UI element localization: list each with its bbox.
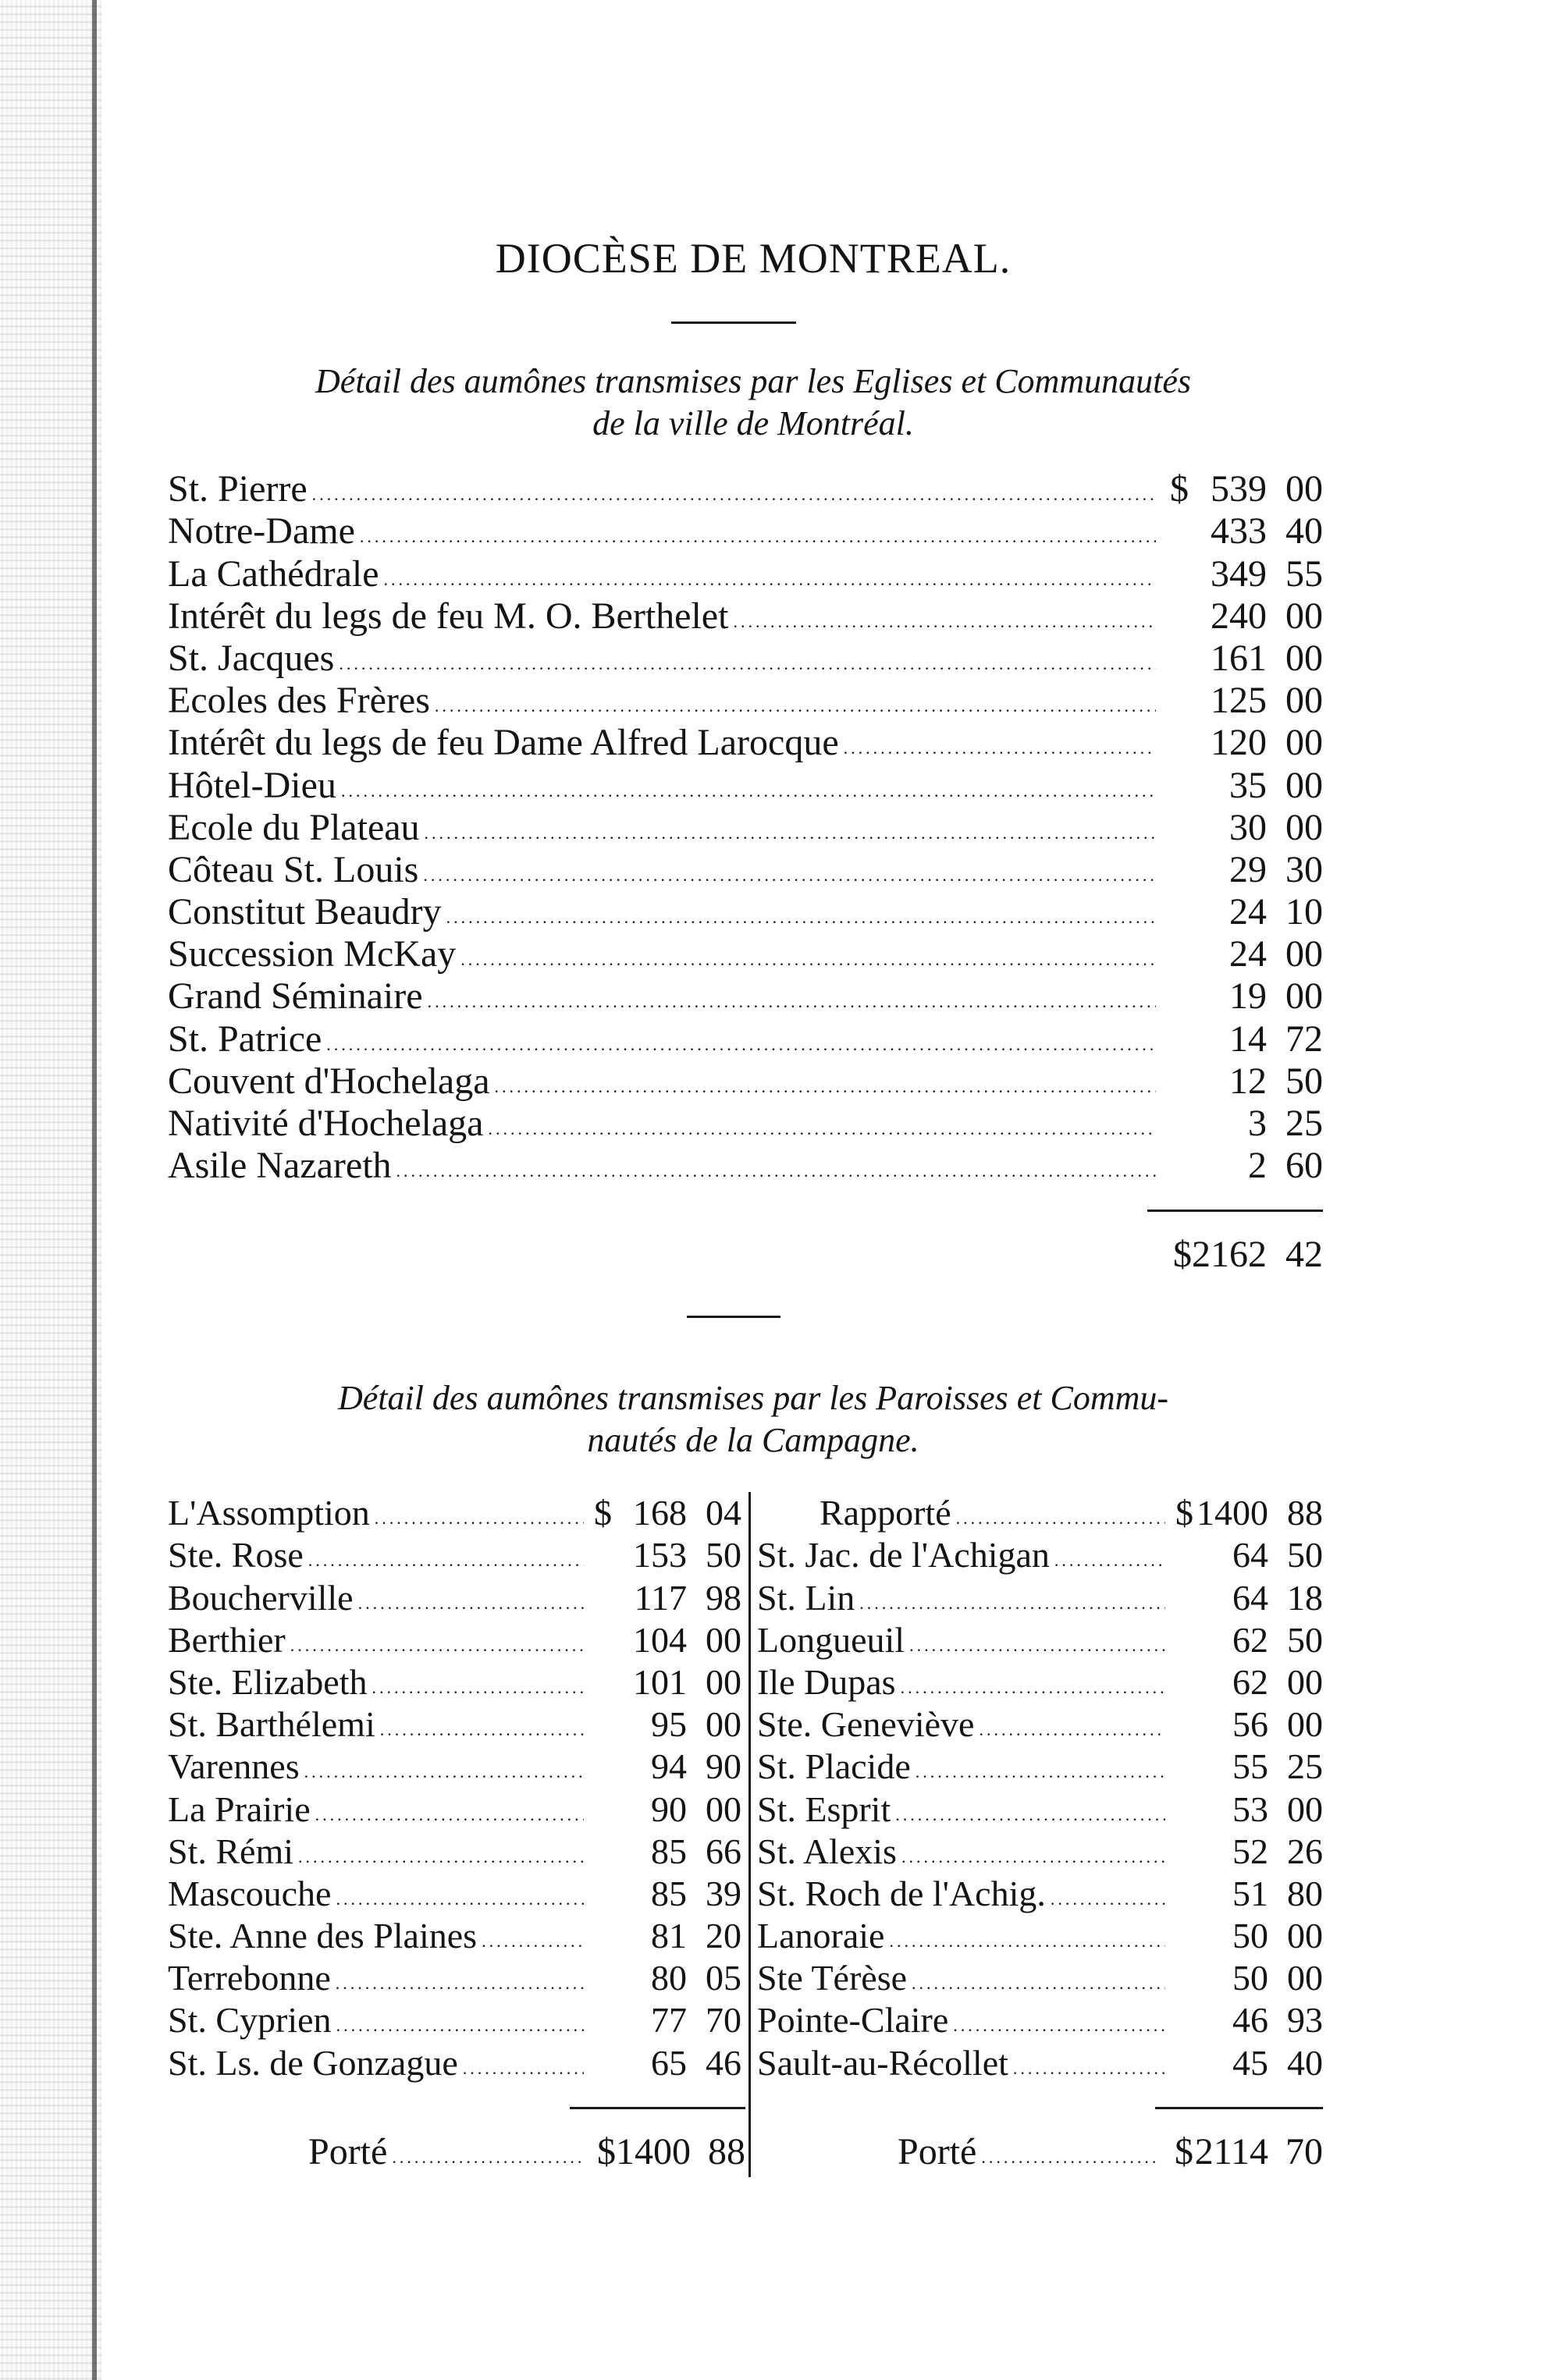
section-divider-rule (687, 1316, 780, 1318)
entry-name: St. Pierre (168, 468, 308, 510)
amount-dollars: 125 (1211, 680, 1267, 722)
entry-name: St. Jacques (168, 637, 335, 679)
amount-cents: 93 (1287, 2000, 1323, 2041)
entry-name: Ste. Rose (168, 1535, 304, 1575)
amount-dollars: 95 (651, 1704, 687, 1745)
dot-leader (1054, 1553, 1165, 1568)
list-item (168, 552, 1323, 595)
left-porte-leader (392, 2150, 583, 2165)
amount-cents: 00 (1285, 595, 1323, 637)
entry-name: St. Barthélemi (168, 1704, 375, 1745)
amount-dollars: 64 (1232, 1535, 1268, 1575)
amount-dollars: 104 (633, 1619, 687, 1660)
amount-dollars: 80 (651, 1958, 687, 1998)
left-porte-label: Porté (308, 2131, 388, 2172)
list-item (757, 1915, 1323, 1957)
amount-cents: 05 (706, 1958, 741, 1998)
amount-dollars: 153 (633, 1535, 687, 1575)
list-item (168, 1145, 1323, 1187)
dot-leader (423, 868, 1156, 883)
dot-leader (315, 1807, 584, 1823)
list-item (168, 1703, 741, 1746)
dot-leader (901, 1680, 1165, 1696)
section1-total-rule (1147, 1210, 1323, 1212)
document-page (168, 0, 1339, 2380)
list-item (168, 1746, 741, 1788)
entry-name: St. Placide (757, 1746, 911, 1787)
amount-cents: 00 (706, 1661, 741, 1702)
amount-cents: 26 (1287, 1831, 1323, 1871)
country-alms-table (168, 1492, 1323, 2194)
entry-name: Lanoraie (757, 1916, 885, 1956)
list-item (757, 1999, 1323, 2041)
entry-name: Succession McKay (168, 933, 457, 975)
entry-name: Longueuil (757, 1619, 905, 1660)
list-item (168, 1831, 741, 1873)
amount-cents: 80 (1287, 1873, 1323, 1913)
city-alms-list (168, 468, 1323, 1187)
entry-name: Ste. Anne des Plaines (168, 1916, 478, 1956)
amount-dollars: 30 (1229, 806, 1267, 848)
section1-caption-line1: Détail des aumônes transmises par les Eglises et Communautés (315, 362, 1191, 400)
list-item (168, 1999, 741, 2041)
dot-leader (1051, 1892, 1165, 1907)
dot-leader (895, 1807, 1165, 1823)
right-porte-cents: 70 (1285, 2131, 1323, 2172)
amount-cents: 00 (1285, 722, 1323, 764)
list-item (757, 1534, 1323, 1576)
list-item (168, 680, 1323, 722)
entry-name: St. Roch de l'Achig. (757, 1873, 1046, 1913)
list-item (168, 1957, 741, 1999)
list-item (168, 510, 1323, 552)
list-item (757, 1957, 1323, 1999)
right-porte-leader (981, 2150, 1161, 2165)
left-subtotal-rule (570, 2107, 745, 2109)
amount-cents: 00 (1287, 1958, 1323, 1998)
list-item (757, 1661, 1323, 1703)
left-porte-dollars: 1400 (616, 2131, 691, 2172)
right-porte-row (898, 2130, 1323, 2173)
dot-leader (339, 656, 1156, 672)
list-item (168, 1534, 741, 1576)
list-item (757, 1788, 1323, 1830)
entry-name: Mascouche (168, 1873, 332, 1913)
section1-total-cents: 42 (1285, 1234, 1323, 1275)
amount-cents: 46 (706, 2042, 741, 2083)
list-item (757, 1873, 1323, 1915)
entry-name: La Prairie (168, 1789, 311, 1829)
entry-name: St. Cyprien (168, 2000, 332, 2041)
dot-leader (304, 1764, 584, 1780)
scanned-page-edge (0, 0, 101, 2380)
list-item (757, 1831, 1323, 1873)
amount-cents: 40 (1285, 510, 1323, 552)
entry-name: Côteau St. Louis (168, 848, 419, 890)
amount-cents: 00 (1287, 1789, 1323, 1829)
amount-cents: 50 (1285, 1060, 1323, 1102)
amount-cents: 00 (706, 1619, 741, 1660)
amount-cents: 90 (706, 1746, 741, 1787)
list-item (168, 1103, 1323, 1145)
amount-dollars: 65 (651, 2042, 687, 2083)
list-item (757, 2041, 1323, 2083)
list-item (168, 722, 1323, 764)
amount-cents: 18 (1287, 1577, 1323, 1618)
dot-leader (979, 1722, 1165, 1738)
amount-cents: 00 (706, 1704, 741, 1745)
section1-total-dollars: $2162 (1173, 1234, 1267, 1275)
section1-caption (168, 361, 1339, 445)
left-porte-cents: 88 (708, 2131, 745, 2172)
dot-leader (460, 952, 1156, 968)
right-porte-dollars: 2114 (1194, 2131, 1268, 2172)
amount-cents: 30 (1285, 848, 1323, 890)
entry-name: Sault-au-Récollet (757, 2042, 1008, 2083)
amount-cents: 00 (1285, 468, 1323, 510)
amount-cents: 00 (1287, 1704, 1323, 1745)
section1-caption-line2: de la ville de Montréal. (592, 404, 914, 442)
list-item (168, 1788, 741, 1830)
amount-dollars: 19 (1229, 975, 1267, 1018)
list-item (168, 638, 1323, 680)
amount-dollars: 90 (651, 1789, 687, 1829)
page-edge-line (92, 0, 97, 2380)
right-porte-label: Porté (898, 2131, 977, 2172)
amount-dollars: 45 (1232, 2042, 1268, 2083)
country-alms-left-column (168, 1492, 741, 2084)
amount-dollars: 3 (1248, 1103, 1267, 1144)
amount-cents: 70 (706, 2000, 741, 2041)
entry-name: St. Rémi (168, 1831, 294, 1871)
entry-name: Boucherville (168, 1577, 354, 1618)
list-item (168, 1018, 1323, 1060)
amount-cents: 00 (1285, 637, 1323, 679)
amount-dollars: 29 (1229, 848, 1267, 890)
amount-dollars: 1400 (1196, 1493, 1268, 1533)
dot-leader (909, 1638, 1165, 1654)
list-item (168, 849, 1323, 891)
entry-name: Ile Dupas (757, 1661, 896, 1702)
entry-name: Hôtel-Dieu (168, 764, 336, 806)
amount-dollars: 77 (651, 2000, 687, 2041)
amount-cents: 66 (706, 1831, 741, 1871)
amount-dollars: 24 (1229, 891, 1267, 933)
amount-cents: 50 (706, 1535, 741, 1575)
dot-leader (336, 1976, 584, 1991)
section2-caption-line2: nautés de la Campagne. (587, 1421, 919, 1459)
title-rule (671, 321, 796, 324)
amount-dollars: 50 (1232, 1958, 1268, 1998)
entry-name: Ste Térèse (757, 1958, 908, 1998)
dot-leader (425, 826, 1156, 841)
amount-dollars: 56 (1232, 1704, 1268, 1745)
dot-leader (482, 1934, 584, 1949)
entry-name: Ste. Elizabeth (168, 1661, 368, 1702)
dot-leader (1013, 2061, 1165, 2076)
country-alms-right-column (757, 1492, 1323, 2084)
entry-name: Ecoles des Frères (168, 680, 430, 722)
amount-dollars: 101 (633, 1661, 687, 1702)
dot-leader (360, 529, 1156, 545)
entry-name: Constitut Beaudry (168, 891, 442, 933)
section1-total-row (168, 1233, 1323, 1276)
amount-dollars: 24 (1229, 933, 1267, 975)
amount-cents: 20 (706, 1916, 741, 1956)
list-item (757, 1576, 1323, 1618)
dot-leader (384, 572, 1156, 588)
amount-dollars: 12 (1229, 1060, 1267, 1102)
entry-name: Couvent d'Hochelaga (168, 1060, 490, 1102)
dot-leader (336, 2018, 584, 2034)
amount-cents: 25 (1287, 1746, 1323, 1787)
amount-dollars: 85 (651, 1831, 687, 1871)
list-item (757, 1746, 1323, 1788)
entry-name: Notre-Dame (168, 510, 355, 552)
amount-dollars: 120 (1211, 722, 1267, 764)
entry-name: Rapporté (820, 1493, 951, 1533)
entry-name: Nativité d'Hochelaga (168, 1103, 484, 1144)
amount-dollars: 55 (1232, 1746, 1268, 1787)
list-item (168, 975, 1323, 1018)
dot-leader (372, 1680, 584, 1696)
currency-sign: $ (1170, 468, 1189, 510)
list-item (757, 1619, 1323, 1661)
amount-cents: 40 (1287, 2042, 1323, 2083)
amount-cents: 00 (1285, 975, 1323, 1018)
amount-cents: 72 (1285, 1018, 1323, 1060)
amount-cents: 50 (1287, 1535, 1323, 1575)
amount-dollars: 62 (1232, 1619, 1268, 1660)
dot-leader (912, 1976, 1165, 1991)
amount-dollars: 117 (634, 1577, 687, 1618)
list-item (168, 764, 1323, 806)
list-item (168, 468, 1323, 510)
amount-dollars: 14 (1229, 1018, 1267, 1060)
amount-dollars: 62 (1232, 1661, 1268, 1702)
amount-dollars: 35 (1229, 764, 1267, 806)
amount-dollars: 349 (1211, 552, 1267, 595)
list-item (168, 807, 1323, 849)
left-porte-currency: $ (597, 2131, 616, 2172)
list-item (168, 1060, 1323, 1103)
list-item (168, 1915, 741, 1957)
amount-cents: 00 (1285, 806, 1323, 848)
amount-dollars: 168 (633, 1493, 687, 1533)
amount-cents: 60 (1285, 1145, 1323, 1187)
dot-leader (326, 1037, 1156, 1053)
entry-name: La Cathédrale (168, 552, 379, 595)
list-item (168, 595, 1323, 638)
dot-leader (341, 783, 1156, 799)
amount-dollars: 53 (1232, 1789, 1268, 1829)
amount-dollars: 94 (651, 1746, 687, 1787)
entry-name: St. Ls. de Gonzague (168, 2042, 458, 2083)
list-item (168, 1619, 741, 1661)
dot-leader (312, 487, 1156, 503)
list-item (168, 1661, 741, 1703)
page-title: DIOCÈSE DE MONTREAL. (495, 235, 1012, 282)
dot-leader (488, 1121, 1156, 1137)
list-item (168, 1492, 741, 1534)
amount-cents: 00 (1287, 1661, 1323, 1702)
amount-cents: 98 (706, 1577, 741, 1618)
left-porte-row (308, 2130, 745, 2173)
amount-cents: 04 (706, 1493, 741, 1533)
right-subtotal-rule (1155, 2107, 1323, 2109)
dot-leader (336, 1892, 584, 1907)
dot-leader (308, 1553, 584, 1568)
dot-leader (435, 698, 1156, 714)
entry-name: St. Alexis (757, 1831, 897, 1871)
amount-cents: 55 (1285, 552, 1323, 595)
list-item (757, 1492, 1323, 1534)
amount-cents: 00 (706, 1789, 741, 1829)
list-item (168, 891, 1323, 933)
dot-leader (844, 741, 1156, 756)
amount-cents: 25 (1285, 1103, 1323, 1144)
dot-leader (375, 1511, 584, 1526)
list-item (168, 933, 1323, 975)
entry-name: Intérêt du legs de feu M. O. Berthelet (168, 595, 729, 637)
entry-name: Varennes (168, 1746, 300, 1787)
amount-dollars: 2 (1248, 1145, 1267, 1187)
amount-dollars: 64 (1232, 1577, 1268, 1618)
dot-leader (290, 1638, 584, 1654)
section2-caption (168, 1377, 1339, 1462)
dot-leader (733, 614, 1156, 630)
right-porte-currency: $ (1175, 2131, 1193, 2172)
list-item (168, 1576, 741, 1618)
entry-name: Grand Séminaire (168, 975, 423, 1018)
entry-name: St. Lin (757, 1577, 855, 1618)
entry-name: Ste. Geneviève (757, 1704, 975, 1745)
entry-name: St. Patrice (168, 1018, 322, 1060)
amount-cents: 39 (706, 1873, 741, 1913)
section2-caption-line1: Détail des aumônes transmises par les Paroisses et Commu- (337, 1379, 1169, 1417)
dot-leader (859, 1596, 1165, 1611)
dot-leader (428, 994, 1156, 1010)
list-item (168, 1873, 741, 1915)
list-item (168, 2041, 741, 2083)
currency-sign: $ (594, 1493, 612, 1533)
dot-leader (396, 1163, 1156, 1179)
amount-cents: 10 (1285, 891, 1323, 933)
entry-name: Terrebonne (168, 1958, 331, 1998)
dot-leader (889, 1934, 1165, 1949)
amount-cents: 50 (1287, 1619, 1323, 1660)
column-divider (748, 1492, 751, 2177)
entry-name: Berthier (168, 1619, 286, 1660)
amount-dollars: 51 (1232, 1873, 1268, 1913)
entry-name: Asile Nazareth (168, 1145, 392, 1187)
entry-name: Pointe-Claire (757, 2000, 949, 2041)
entry-name: L'Assomption (168, 1493, 370, 1533)
amount-dollars: 433 (1211, 510, 1267, 552)
amount-dollars: 240 (1211, 595, 1267, 637)
entry-name: Ecole du Plateau (168, 806, 420, 848)
amount-dollars: 85 (651, 1873, 687, 1913)
dot-leader (298, 1849, 584, 1865)
dot-leader (358, 1596, 584, 1611)
amount-dollars: 52 (1232, 1831, 1268, 1871)
dot-leader (901, 1849, 1165, 1865)
list-item (757, 1703, 1323, 1746)
amount-cents: 00 (1285, 680, 1323, 722)
entry-name: St. Esprit (757, 1789, 891, 1829)
dot-leader (463, 2061, 584, 2076)
dot-leader (956, 1511, 1165, 1526)
amount-dollars: 161 (1211, 637, 1267, 679)
amount-cents: 00 (1285, 764, 1323, 806)
amount-cents: 88 (1287, 1493, 1323, 1533)
entry-name: St. Jac. de l'Achigan (757, 1535, 1050, 1575)
amount-dollars: 539 (1211, 468, 1267, 510)
entry-name: Intérêt du legs de feu Dame Alfred Larocque (168, 722, 839, 764)
dot-leader (916, 1764, 1165, 1780)
amount-dollars: 50 (1232, 1916, 1268, 1956)
dot-leader (953, 2018, 1165, 2034)
amount-dollars: 46 (1232, 2000, 1268, 2041)
currency-sign: $ (1175, 1493, 1193, 1533)
dot-leader (446, 910, 1156, 925)
amount-dollars: 81 (651, 1916, 687, 1956)
dot-leader (495, 1079, 1156, 1095)
amount-cents: 00 (1285, 933, 1323, 975)
amount-cents: 00 (1287, 1916, 1323, 1956)
dot-leader (380, 1722, 584, 1738)
